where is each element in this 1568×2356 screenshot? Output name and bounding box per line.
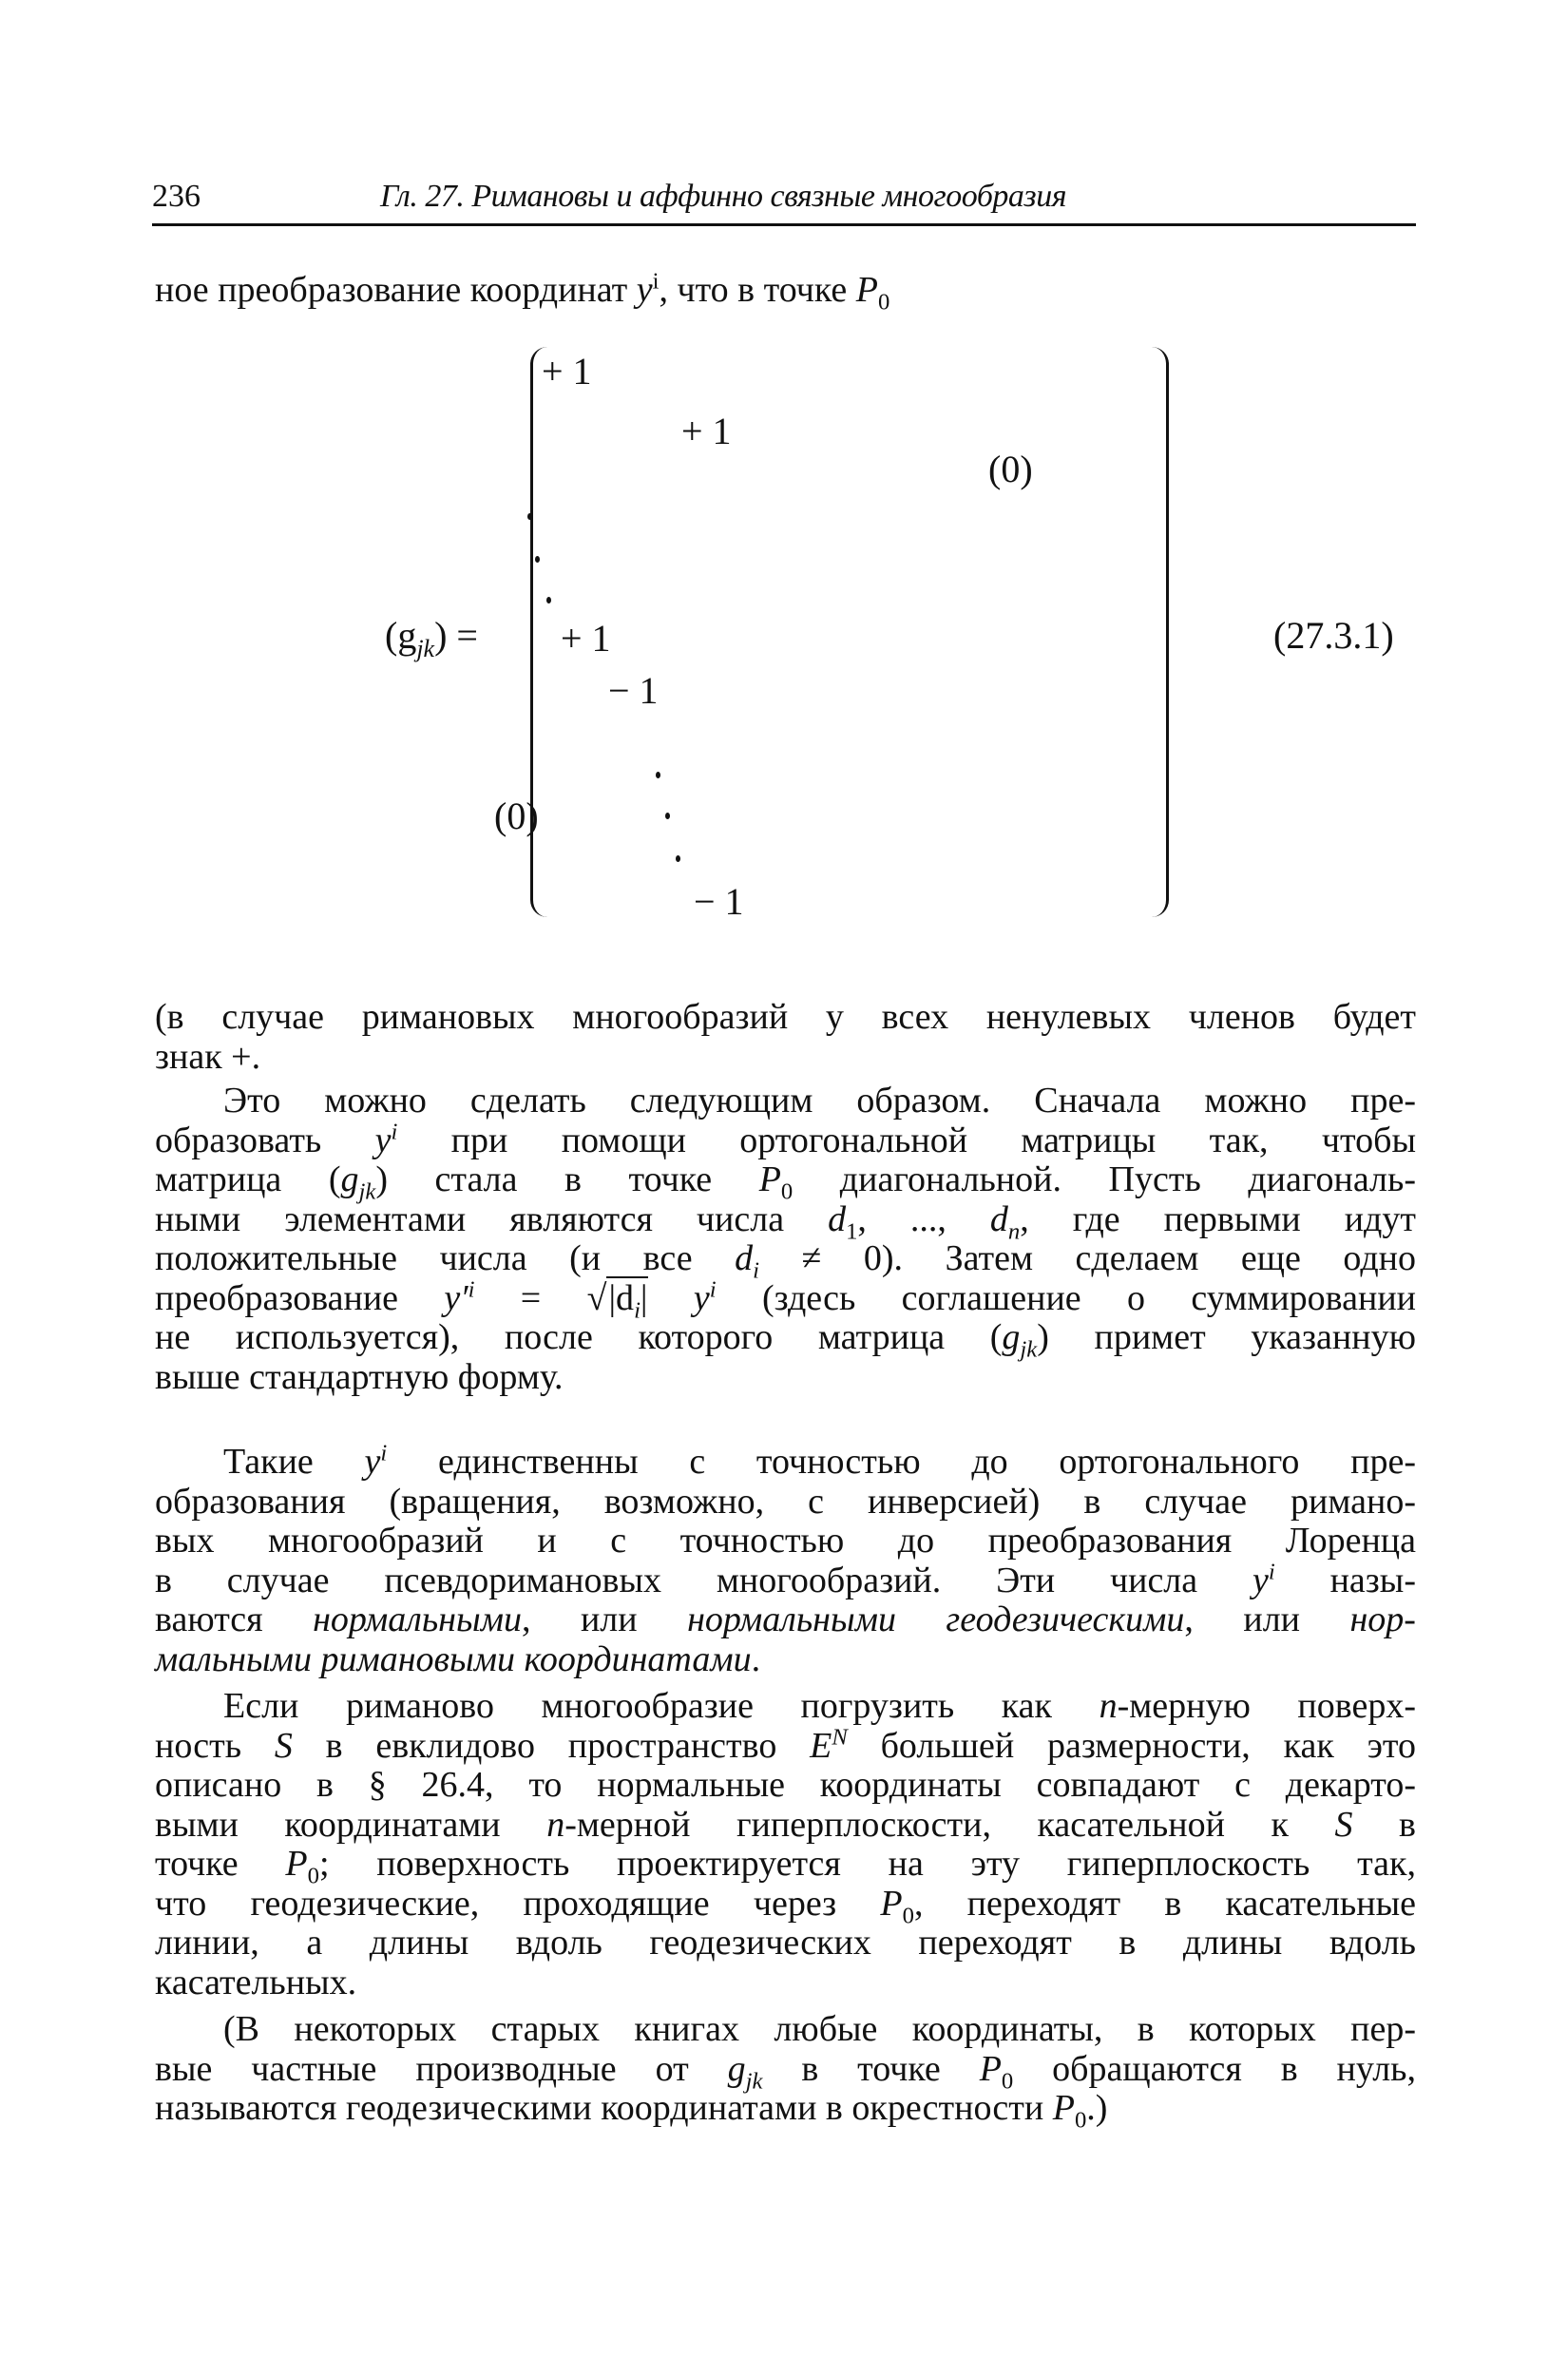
text-fragment: P <box>758 1159 781 1199</box>
text-fragment: jk <box>358 1178 376 1205</box>
text-fragment: jk <box>1020 1336 1038 1363</box>
text-fragment: большей размерности, как это <box>847 1725 1417 1766</box>
text-fragment: обращаются в нуль, <box>1013 2048 1417 2089</box>
header-rule <box>152 223 1416 226</box>
diagonal-dot <box>676 855 680 862</box>
matrix-entry: − 1 <box>694 880 744 923</box>
text-fragment: jk <box>745 2068 763 2095</box>
text-fragment: , где первыми идут <box>1020 1198 1416 1239</box>
text-fragment: что геодезические, проходящие через <box>155 1883 881 1924</box>
text-fragment: i <box>634 1297 641 1324</box>
text-fragment: 0 <box>877 289 890 316</box>
text-line <box>155 1238 1416 1284</box>
text-line <box>155 1198 1416 1245</box>
text-fragment: ) примет указанную <box>1037 1317 1416 1357</box>
text-line <box>155 1440 1416 1483</box>
text-fragment: -мерной гиперплоскости, касательной к <box>564 1804 1335 1845</box>
text-fragment: вых многообразий и с точностью до преобразования Лоренца <box>155 1521 1416 1561</box>
text-fragment: 0 <box>307 1863 319 1889</box>
equation-number: (27.3.1) <box>1273 614 1394 657</box>
sqrt-expression <box>606 1276 648 1324</box>
text-fragment: в точке <box>762 2048 980 2089</box>
text-fragment: .) <box>1086 2088 1108 2128</box>
text-fragment: n <box>546 1804 565 1845</box>
text-fragment: образовать <box>155 1120 375 1160</box>
text-fragment: y <box>374 1120 392 1160</box>
text-fragment: g <box>727 2048 746 2089</box>
text-fragment: называются геодезическими координатами в окрестности <box>155 2088 1053 2128</box>
text-fragment: P <box>979 2048 1002 2089</box>
text-fragment: i <box>380 1440 388 1466</box>
text-fragment: y′ <box>444 1277 468 1318</box>
text-fragment: |d <box>608 1277 635 1318</box>
metric-matrix-equation <box>0 328 1568 936</box>
text-line <box>155 1640 1416 1680</box>
paragraph <box>155 1082 1416 1397</box>
text-fragment: P <box>1052 2088 1075 2128</box>
matrix-entry: + 1 <box>681 410 732 452</box>
text-fragment: (в случае римановых многообразий у всех ненулевых членов будет <box>155 997 1416 1037</box>
text-fragment: n <box>1099 1686 1118 1726</box>
diagonal-dot <box>665 813 670 819</box>
text-line <box>155 2088 1416 2134</box>
text-fragment: jk <box>416 635 435 662</box>
text-fragment: P <box>880 1883 903 1924</box>
text-fragment: нормальными <box>313 1599 522 1639</box>
matrix-zero-upper: (0) <box>988 448 1033 490</box>
text-fragment: g <box>1002 1317 1021 1357</box>
paragraph <box>155 1440 1416 1679</box>
text-fragment: y <box>364 1442 381 1482</box>
text-fragment: единственны с точностью до ортогонального пре- <box>387 1442 1416 1482</box>
diagonal-dot <box>656 772 660 778</box>
text-fragment: S <box>274 1725 293 1766</box>
text-fragment: вые частные производные от <box>155 2048 728 2089</box>
text-fragment: 0 <box>1001 2068 1014 2095</box>
text-fragment: Это можно сделать следующим образом. Сначала можно пре- <box>223 1081 1416 1121</box>
diagonal-dot <box>546 597 551 603</box>
text-fragment: (здесь соглашение о суммировании <box>716 1277 1416 1318</box>
text-fragment: ) = <box>434 614 478 657</box>
matrix-right-bracket <box>1145 347 1169 917</box>
page-number: 236 <box>152 179 201 214</box>
text-fragment: d <box>735 1238 754 1278</box>
text-fragment: , или <box>1184 1599 1350 1639</box>
diagonal-dot <box>535 556 540 563</box>
text-fragment: положительные числа (и все <box>155 1238 736 1278</box>
matrix-entry: + 1 <box>561 617 611 660</box>
text-fragment: выми координатами <box>155 1804 547 1845</box>
text-fragment: образования (вращения, возможно, с инверсией) в случае римано- <box>155 1481 1416 1522</box>
text-line <box>155 1317 1416 1363</box>
text-fragment: d <box>989 1198 1008 1239</box>
text-fragment: y <box>636 270 653 310</box>
running-header <box>152 171 1416 224</box>
text-fragment: | <box>640 1277 648 1318</box>
text-fragment: i <box>652 268 660 295</box>
text-fragment: S <box>1334 1804 1353 1845</box>
text-fragment: не используется), после которого матрица ( <box>155 1317 1003 1357</box>
text-line <box>155 1687 1416 1727</box>
text-fragment: 0 <box>1074 2107 1087 2134</box>
text-fragment: y <box>1252 1560 1269 1600</box>
text-fragment: P <box>285 1844 308 1884</box>
text-fragment: P <box>855 270 878 310</box>
text-fragment: , или <box>522 1599 688 1639</box>
text-line <box>155 2048 1417 2095</box>
text-fragment: = √ <box>474 1277 607 1318</box>
text-fragment: i <box>391 1118 398 1144</box>
text-fragment: , что в точке <box>659 270 856 310</box>
text-fragment: d <box>828 1198 847 1239</box>
matrix-entry: − 1 <box>608 669 659 712</box>
text-line <box>155 1806 1416 1846</box>
text-fragment: ность <box>155 1725 275 1766</box>
text-fragment: ; поверхность проектируется на эту гиперплоскость так, <box>318 1844 1416 1884</box>
text-fragment: в евклидово пространство <box>292 1725 811 1766</box>
text-fragment: i <box>753 1257 759 1284</box>
text-fragment: 1 <box>846 1218 858 1245</box>
text-fragment: выше стандартную форму. <box>155 1356 564 1397</box>
text-line <box>155 1118 1416 1161</box>
paragraph <box>155 1687 1416 2002</box>
text-line <box>155 268 1416 316</box>
text-fragment: , переходят в касательные <box>913 1883 1416 1924</box>
matrix-entry: + 1 <box>542 350 592 393</box>
text-fragment: мальными римановыми координатами <box>155 1638 752 1679</box>
text-line <box>155 1844 1416 1889</box>
text-fragment: линии, а длины вдоль геодезических переходят в длины вдоль <box>155 1923 1416 1963</box>
text-fragment: (g <box>385 614 417 657</box>
text-fragment: . <box>751 1638 761 1679</box>
text-fragment: назы- <box>1274 1560 1416 1600</box>
text-fragment: E <box>810 1725 832 1766</box>
text-fragment: (В некоторых старых книгах любые координаты, в которых пер- <box>223 2009 1416 2049</box>
text-fragment: касательных. <box>155 1962 357 2002</box>
text-fragment: описано в § 26.4, то нормальные координаты совпадают с декарто- <box>155 1765 1416 1805</box>
text-fragment: ≠ 0). Затем сделаем еще одно <box>758 1238 1416 1278</box>
paragraph <box>155 2009 1417 2134</box>
text-line <box>155 1600 1416 1640</box>
text-fragment: точке <box>155 1844 286 1884</box>
text-fragment: i <box>468 1275 475 1302</box>
text-fragment: ) стала в точке <box>375 1159 759 1199</box>
text-fragment: g <box>340 1159 359 1199</box>
text-line <box>155 1883 1416 1929</box>
matrix-zero-lower: (0) <box>494 795 539 837</box>
text-fragment: Если риманово многообразие погрузить как <box>223 1686 1100 1726</box>
text-line <box>155 1558 1416 1601</box>
text-line <box>155 1159 1416 1205</box>
text-fragment: N <box>832 1723 848 1750</box>
text-fragment: Такие <box>223 1442 365 1482</box>
text-fragment: ными элементами являются числа <box>155 1198 829 1239</box>
text-fragment: ваются <box>155 1599 314 1639</box>
text-line <box>155 1275 1416 1324</box>
text-fragment: ное преобразование координат <box>155 270 637 310</box>
text-fragment: нор- <box>1349 1599 1416 1639</box>
paragraph <box>155 998 1416 1077</box>
text-fragment: знак +. <box>155 1036 261 1077</box>
text-line <box>155 1723 1417 1767</box>
text-fragment: нормальными геодезическими <box>687 1599 1185 1639</box>
text-fragment: в случае псевдоримановых многообразий. Эти числа <box>155 1560 1252 1600</box>
text-fragment: 0 <box>780 1178 794 1205</box>
text-fragment: i <box>1268 1558 1275 1584</box>
diagonal-dot <box>527 513 532 520</box>
intro-line <box>155 268 1416 316</box>
text-fragment: 0 <box>902 1903 914 1929</box>
text-fragment: , ..., <box>857 1198 990 1239</box>
text-fragment: y <box>693 1277 710 1318</box>
text-fragment: в <box>1352 1804 1416 1845</box>
text-fragment: диагональной. Пусть диагональ- <box>793 1159 1416 1199</box>
text-fragment: матрица ( <box>155 1159 341 1199</box>
text-fragment: при помощи ортогональной матрицы так, чтобы <box>397 1120 1416 1160</box>
text-fragment: -мерную поверх- <box>1117 1686 1416 1726</box>
running-title: Гл. 27. Римановы и аффинно связные многообразия <box>380 179 1066 214</box>
equation-lhs <box>385 613 478 662</box>
text-fragment: n <box>1007 1218 1021 1245</box>
text-fragment: i <box>709 1275 717 1302</box>
text-fragment: преобразование <box>155 1277 445 1318</box>
